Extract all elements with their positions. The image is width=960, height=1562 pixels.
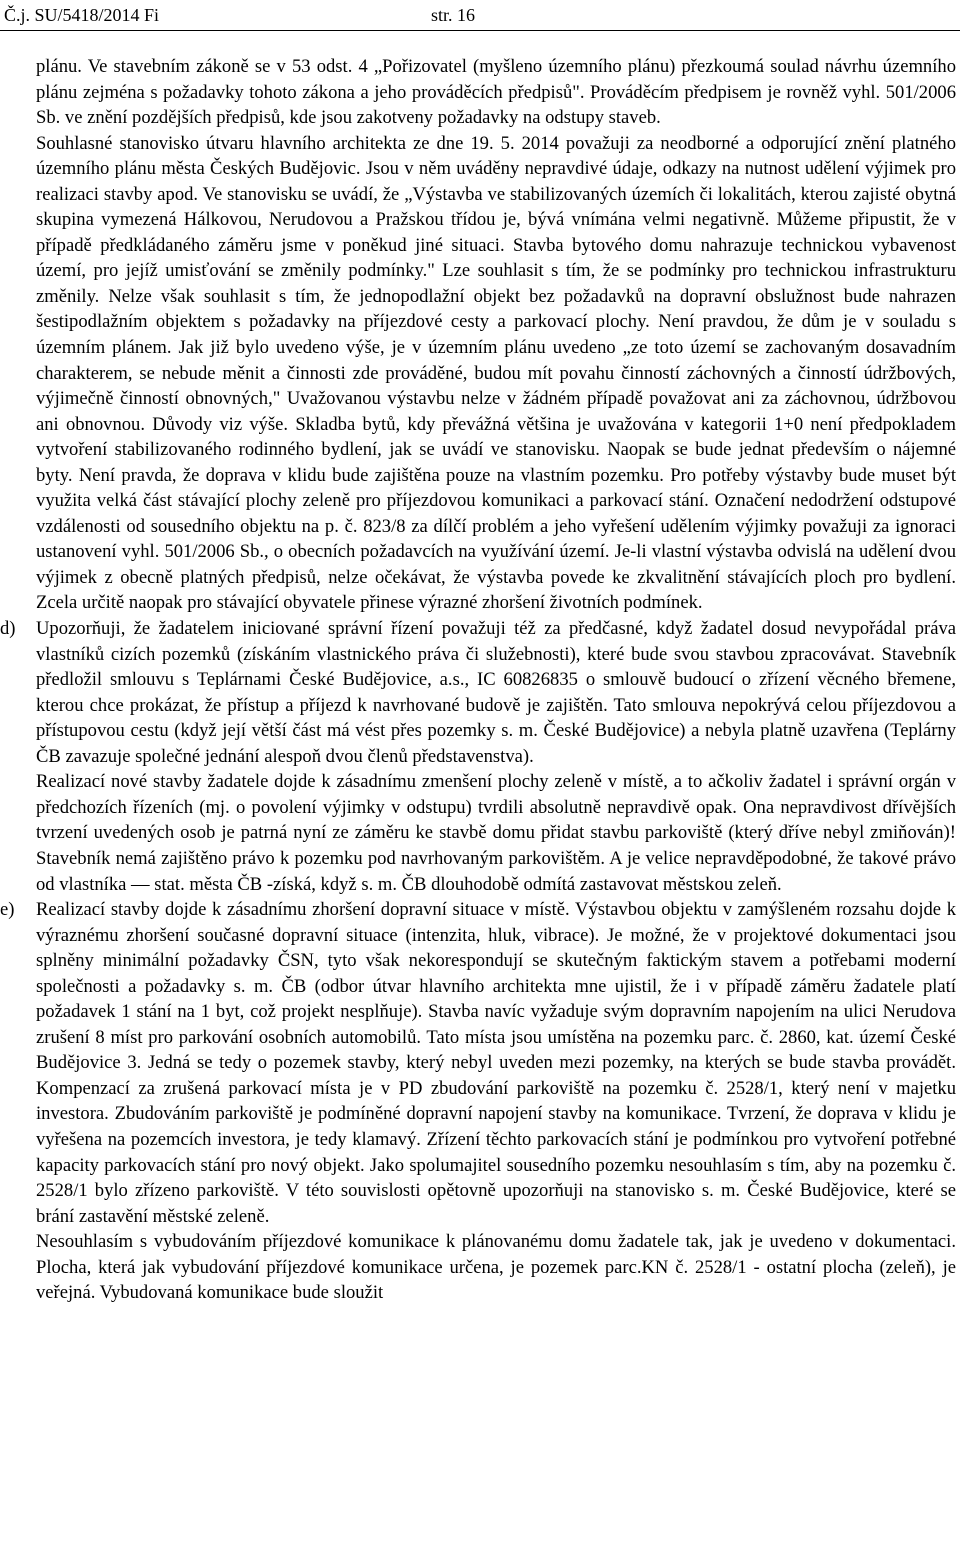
header-divider	[0, 30, 960, 31]
paragraph: Realizací stavby dojde k zásadnímu zhoršení dopravní situace v místě. Výstavbou objektu v zamýšleném rozsahu dojde k výraznému zhoršení současné dopravní situace (intenzita, hluk, vibrace). Je možné, že v projektové dokumentaci jsou splněny minimální požadavky ČSN, tyto však nekorespondují se skutečným faktickým stavem a potřebami moderní společnosti a požadavky s. m. ČB (odbor útvar hlavního architekta mne ujistil, že i v případě záměru žadatele platí požadavek 1 stání na 1 byt, což projekt nesplňuje). Stavba navíc vyžaduje svým dopravním napojením na ulici Nerudova zrušení 8 míst pro parkování osobních automobilů. Tato místa jsou umístěna na pozemku parc. č. 2860, kat. území České Budějovice 3. Jedná se tedy o pozemek stavby, který nebyl uveden mezi pozemky, na kterých se bude stavba provádět. Kompenzací za zrušená parkovací místa je v PD zbudování parkoviště na pozemku č. 2528/1, který není v majetku investora. Zbudováním parkoviště je podmíněné dopravní napojení stavby na komunikace. Tvrzení, že doprava v klidu je vyřešena na pozemcích investora, je tedy klamavý. Zřízení těchto parkovacích stání je podmínkou pro vytvoření potřebné kapacity parkovacích stání pro nový objekt. Jako spolumajitel sousedního pozemku nesouhlasím s tím, aby na pozemku č. 2528/1 bylo zřízeno parkoviště. V této souvislosti opětovně upozorňuji na stanovisko s. m. České Budějovice, které se brání zastavění městské zeleně.	[36, 899, 956, 1227]
list-item-e	[0, 897, 956, 1229]
list-marker: d)	[0, 618, 16, 640]
list-item-d	[0, 616, 956, 769]
paragraph: Souhlasné stanovisko útvaru hlavního architekta ze dne 19. 5. 2014 považuji za neodborné a odporující znění platného územního plánu města Českých Budějovic. Jsou v něm uváděny nepravdivé údaje, odkazy na nutnost udělení výjimek pro realizaci stavby apod. Ve stanovisku se uvádí, že „Výstavba ve stabilizovaných územích či lokalitách, kterou zajisté obytná skupina vymezená Hálkovou, Nerudovou a Pražskou třídou je, bývá vnímána velmi negativně. Můžeme připustit, že v případě předkládaného záměru jsme v poněkud jiné situaci. Stavba bytového domu nahrazuje technickou vybavenost území, pro jejíž umisťování se změnily podmínky." Lze souhlasit s tím, že se podmínky pro technickou infrastrukturu změnily. Nelze však souhlasit s tím, že jednopodlažní objekt bez požadavků na dopravní obslužnost bude nahrazen šestipodlažním objektem s požadavky na příjezdové cesty a parkovací plochy. Není pravdou, že dům je v souladu s územním plánem. Jak již bylo uvedeno výše, je v územním plánu uvedeno „ze toto území se zachovaným dosavadním charakterem, se nebude měnit a činnosti zde prováděné, budou mít povahu činností záchovných a činností údržbových, výjimečně činností obnovných," Uvažovanou výstavbu nelze v žádném případě považovat ani za záchovnou, údržbovou ani obnovnou. Důvody viz výše. Skladba bytů, kdy převážná většina je uvažována v kategorii 1+0 není předpokladem vytvoření stabilizovaného rodinného bydlení, jak se uvádí ve stanovisku. Naopak se bude jednat především o nájemné byty. Není pravda, že doprava v klidu bude zajištěna pouze na vlastním pozemku. Pro potřeby výstavby bude muset být využita velká část stávající plochy zeleně pro příjezdovou komunikaci a parkovací stání. Označení nedodržení odstupové vzdálenosti od sousedního objektu na p. č. 823/8 za dílčí problém a jeho vyřešení udělením výjimky považuji za ignoraci ustanovení vyhl. 501/2006 Sb., o obecních požadavcích na využívání území. Je-li vlastní výstavba odvislá na udělení dvou výjimek z obecně platných předpisů, nelze očekávat, že výstavba povede ke zkvalitnění stávajících ploch pro bydlení. Zcela určitě naopak pro stávající obyvatele přinese výrazné zhoršení životních podmínek.	[36, 132, 956, 614]
page-header	[4, 4, 944, 26]
paragraph: plánu. Ve stavebním zákoně se v 53 odst. 4 „Pořizovatel (myšleno územního plánu) přezkoumá soulad návrhu územního plánu zejména s požadavky tohoto zákona a jeho prováděcích předpisů". Prováděcím předpisem je rovněž vyhl. 501/2006 Sb. ve znění pozdějších předpisů, kde jsou zakotveny požadavky na odstupy staveb.	[36, 56, 956, 129]
list-marker: e)	[0, 899, 15, 921]
document-body	[0, 54, 956, 1306]
page-number: str. 16	[431, 5, 476, 25]
reference-number: Č.j. SU/5418/2014 Fi	[4, 5, 160, 25]
paragraph: Upozorňuji, že žadatelem iniciované správní řízení považuji též za předčasné, když žadatel dosud nevypořádal práva vlastníků cizích pozemků (získáním vlastnického práva či služebnosti), které bude svou stavbou zpracovávat. Stavebník předložil smlouvu s Teplárnami České Budějovice, a.s., IC 60826835 o smlouvě budoucí o zřízení věcného břemene, kterou chce prokázat, že přístup a příjezd k navrhované budově je zajištěn. Tato smlouva nepokrývá celou příjezdovou a přístupovou cestu (když její větší část má vést přes pozemky s. m. České Budějovice) a nebyla platně uzavřena (Teplárny ČB zavazuje společné jednání alespoň dvou členů představenstva).	[36, 618, 956, 767]
paragraph: Realizací nové stavby žadatele dojde k zásadnímu zmenšení plochy zeleně v místě, a to ačkoliv žadatel i správní orgán v předchozích řízeních (mj. o povolení výjimky v odstupu) tvrdili absolutně nepravdivě opak. Ona nepravdivost dřívějších tvrzení uvedených osob je patrná nyní ze záměru ke stavbě domu přidat stavbu parkoviště (který dříve nebyl zmiňován)! Stavebník nemá zajištěno právo k pozemku pod navrhovaným parkovištěm. A je velice nepravděpodobné, že takové právo od vlastníka — stat. města ČB -získá, když s. m. ČB dlouhodobě odmítá zastavovat městskou zeleň.	[36, 771, 956, 895]
paragraph: Nesouhlasím s vybudováním příjezdové komunikace k plánovanému domu žadatele tak, jak je uvedeno v dokumentaci. Plocha, která jak vybudování příjezdové komunikace určena, je pozemek parc.KN č. 2528/1 - ostatní plocha (zeleň), je veřejná. Vybudovaná komunikace bude sloužit	[36, 1231, 956, 1304]
